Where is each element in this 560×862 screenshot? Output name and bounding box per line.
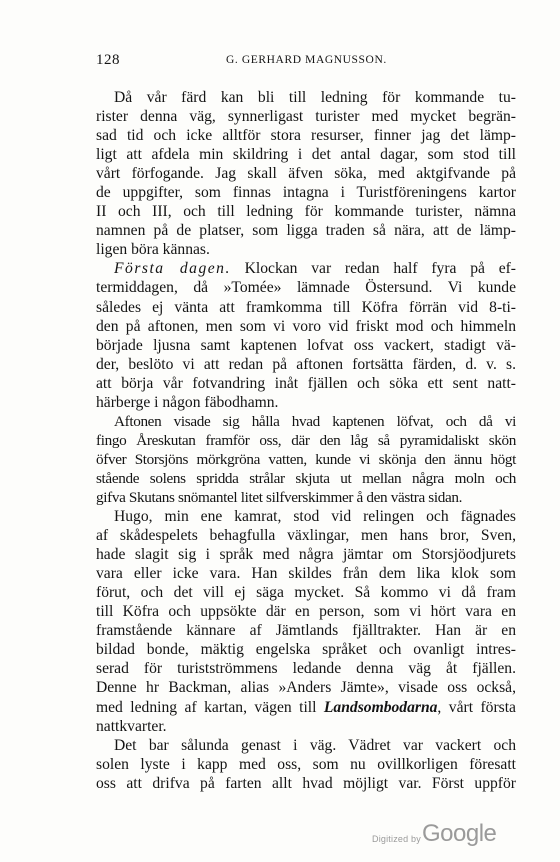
text-line: de uppgifter, som finnas intagna i Turistföreningens kartor <box>96 184 516 202</box>
text-line: började ljusna samt kaptenen lofvat oss vackert, stadigt vä- <box>96 336 516 354</box>
text-line: således ej vänta att framkomma till Köfra förrän vid 8-ti- <box>96 298 516 316</box>
text-line: vara eller icke vara. Han skildes från dem lika klok som <box>96 565 516 583</box>
paragraph-5 <box>96 736 516 793</box>
text-line: att börja vår fotvandring inåt fjällen och söka ett sent natt- <box>96 374 516 392</box>
text-line: namnen på de platser, som ligga traden så nära, att de lämp- <box>96 222 516 240</box>
page-header <box>96 52 512 72</box>
text-line: den på aftonen, men som vi voro vid friskt mod och himmeln <box>96 317 516 335</box>
text-line: hade slagit sig i språk med några jämtar om Storsjöodjurets <box>96 546 516 564</box>
paragraph-4 <box>96 507 516 736</box>
text-line: ligen böra kännas. <box>96 241 210 259</box>
page-number: 128 <box>96 52 120 68</box>
text-line: rister denna väg, synnerligast turister med mycket begrän- <box>96 108 516 126</box>
digitization-watermark <box>372 818 532 854</box>
text-line: härberge i någon fäbodhamn. <box>96 393 279 411</box>
text-fragment: Klockan var redan half fyra på ef- <box>230 260 517 278</box>
text-line: vårt förfogande. Jag skall äfven söka, med aktgifvande på <box>96 165 516 183</box>
text-fragment: med ledning af kartan, vägen till <box>96 698 324 716</box>
section-heading: Första dagen. <box>114 260 231 278</box>
text-line <box>96 698 516 717</box>
text-line: Aftonen visade sig hålla hvad kaptenen löfvat, och då vi <box>114 412 516 430</box>
paragraph-1 <box>96 88 516 259</box>
place-name: Landsombodarna <box>323 698 438 716</box>
text-line: Det bar sålunda genast i väg. Vädret var vackert och <box>114 736 516 754</box>
text-line: förut, och det vill ej säga mycket. Så kommo vi då fram <box>96 584 516 602</box>
text-line: solen lyste i kapp med oss, som nu ovillkorligen föresatt <box>96 755 516 773</box>
text-line: öfver Storsjöns mörkgröna vatten, kunde vi skönja den ännu högt <box>96 450 516 468</box>
text-line: Hugo, min ene kamrat, stod vid relingen och fägnades <box>114 508 516 526</box>
text-line: Denne hr Backman, alias »Anders Jämte», visade oss också, <box>96 679 516 697</box>
paragraph-2 <box>96 259 516 411</box>
text-line: framstående kännare af Jämtlands fjälltrakter. Han är en <box>96 622 516 640</box>
watermark-small-text: Digitized by <box>372 834 421 844</box>
text-line: gifva Skutans snömantel litet silfverskimmer å den västra sidan. <box>96 488 463 506</box>
text-line: stående solens spridda strålar skjuta ut mellan några moln och <box>96 469 516 487</box>
text-line <box>96 259 516 278</box>
text-line: af skådespelets behagfulla växlingar, men hans bror, Sven, <box>96 527 516 545</box>
text-fragment: , vårt första <box>437 698 516 716</box>
text-line: till Köfra och uppsökte där en person, som vi hört vara en <box>96 603 516 621</box>
text-line: serad för turistströmmens ledande denna väg åt fjällen. <box>96 660 516 678</box>
paragraph-3 <box>96 412 516 507</box>
text-line: termiddagen, då »Tomée» lämnade Östersund. Vi kunde <box>96 279 516 297</box>
text-line: sad tid och icke alltför stora resurser, finner jag det lämp- <box>96 127 516 145</box>
text-line: nattkvarter. <box>96 717 167 735</box>
running-head: G. GERHARD MAGNUSSON. <box>226 54 387 66</box>
text-line: Då vår färd kan bli till ledning för kommande tu- <box>114 89 516 106</box>
text-line: oss att drifva på farten allt hvad möjligt var. Först uppför <box>96 774 516 792</box>
text-line: ligt att afdela min skildring i det antal dagar, som stod till <box>96 146 516 164</box>
text-line: bildad bonde, mäktig engelska språket och ovanligt intres- <box>96 641 516 659</box>
text-line: II och III, och till ledning för kommande turister, nämna <box>96 203 516 221</box>
text-line: fingo Åreskutan framför oss, där den låg så pyramidaliskt skön <box>96 431 516 449</box>
text-line: der, beslöto vi att redan på aftonen fortsätta färden, d. v. s. <box>96 355 516 373</box>
watermark-logo-text: Google <box>422 820 497 847</box>
page-body <box>96 88 516 793</box>
